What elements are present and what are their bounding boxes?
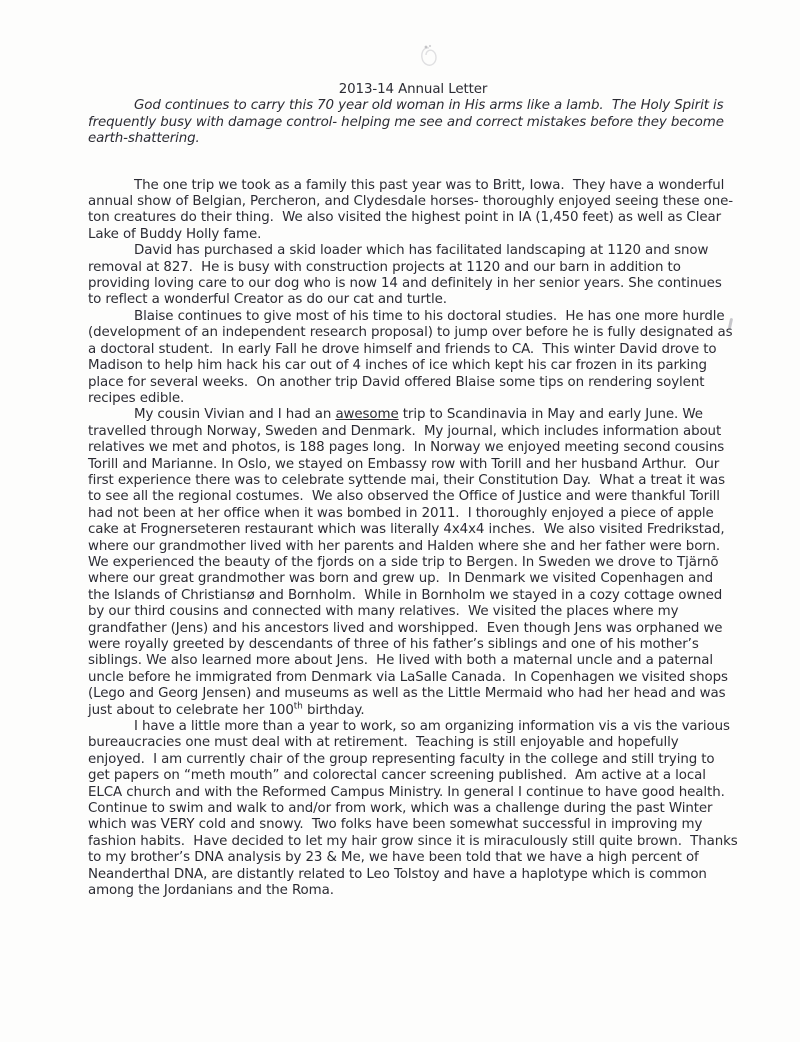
superscript-run: th [293, 701, 303, 712]
letter-paragraph [88, 719, 742, 899]
letter-paragraph [88, 243, 738, 309]
text-run: Blaise continues to give most of his time to his doctoral studies. He has one more hurdle (development of an independent research proposal) to jump over before he is fully designated as a doctoral student. In early Fall he drove himself and friends to CA. This winter David drove to Madison to help him hack his car out of 4 inches of ice which kept his car frozen in its parking place for several weeks. On another trip David offered Blaise some tips on rendering soylent recipes edible. [88, 308, 737, 406]
letter-paragraph [88, 309, 738, 407]
letter-title: 2013-14 Annual Letter [338, 82, 488, 97]
letter-intro: God continues to carry this 70 year old woman in His arms like a lamb. The Holy Spirit is frequently busy with damage control- helping me see and correct mistakes before they become earth-shattering. [88, 98, 729, 147]
letter-paragraph [88, 407, 738, 719]
text-run: My cousin Vivian and I had an [134, 407, 336, 423]
text-run: David has purchased a skid loader which has facilitated landscaping at 1120 and snow removal at 827. He is busy with construction projects at 1120 and our barn in addition to providing loving care to our dog who is now 14 and definitely in her senior years. She continues to reflect a wonderful Creator as do our cat and turtle. [88, 243, 726, 308]
text-run: I have a little more than a year to work, so am organizing information vis a vis the various bureaucracies one must deal with at retirement. Teaching is still enjoyable and hopefully enjoyed. I am currently chair of the group representing faculty in the college and still trying to get papers on “meth mouth” and colorectal cancer screening published. Am active at a local ELCA church and with the Reformed Campus Ministry. In general I continue to have good health. Continue to swim and walk to and/or from work, which was a challenge during the past Winter which was VERY cold and snowy. Two folks have been somewhat successful in improving my fashion habits. Have decided to let my hair grow since it is miraculously still quite brown. Thanks to my brother’s DNA analysis by 23 & Me, we have been told that we have a high percent of Neanderthal DNA, are distantly related to Leo Tolstoy and have a haplotype which is common among the Jordanians and the Roma. [88, 719, 742, 899]
text-run: trip to Scandinavia in May and early June. We travelled through Norway, Sweden and Denmark. My journal, which includes information about relatives we met and photos, is 188 pages long. In Norway we enjoyed meeting second cousins Torill and Marianne. In Oslo, we stayed on Embassy row with Torill and her husband Arthur. Our first experience there was to celebrate syttende mai, their Constitution Day. What a treat it was to see all the regional costumes. We also observed the Office of Justice and were thankful Torill had not been at her office when it was bombed in 2011. I thoroughly enjoyed a piece of apple cake at Frognerseteren restaurant which was literally 4x4x4 inches. We also visited Fredrikstad, where our grandmother lived with her parents and Halden where she and her father were born. We experienced the beauty of the fjords on a side trip to Bergen. In Sweden we drove to Tjärnõ where our great grandmother was born and grew up. In Denmark we visited Copenhagen and the Islands of Christiansø and Bornholm. While in Bornholm we stayed in a cozy cottage owned by our third cousins and connected with many relatives. We visited the places where my grandfather (Jens) and his ancestors lived and worshipped. Even though Jens was orphaned we were royally greeted by descendants of three of his father’s siblings and one of his mother’s siblings. We also learned more about Jens. He lived with both a maternal uncle and a paternal uncle before he immigrated from Denmark via LaSalle Canada. In Copenhagen we visited shops (Lego and Georg Jensen) and museums as well as the Little Mermaid who had her head and was just about to celebrate her 100 [88, 407, 733, 718]
letter-content [88, 82, 742, 900]
pencil-smudge-mark [415, 42, 443, 72]
text-run: The one trip we took as a family this past year was to Britt, Iowa. They have a wonderful annual show of Belgian, Percheron, and Clydesdale horses- thoroughly enjoyed seeing these one-ton creatures do their thing. We also visited the highest point in IA (1,450 feet) as well as Clear Lake of Buddy Holly fame. [88, 177, 734, 242]
letter-paragraph [88, 178, 738, 244]
letter-body [88, 177, 742, 900]
underlined-run: awesome [335, 407, 399, 423]
text-run: birthday. [302, 702, 365, 718]
